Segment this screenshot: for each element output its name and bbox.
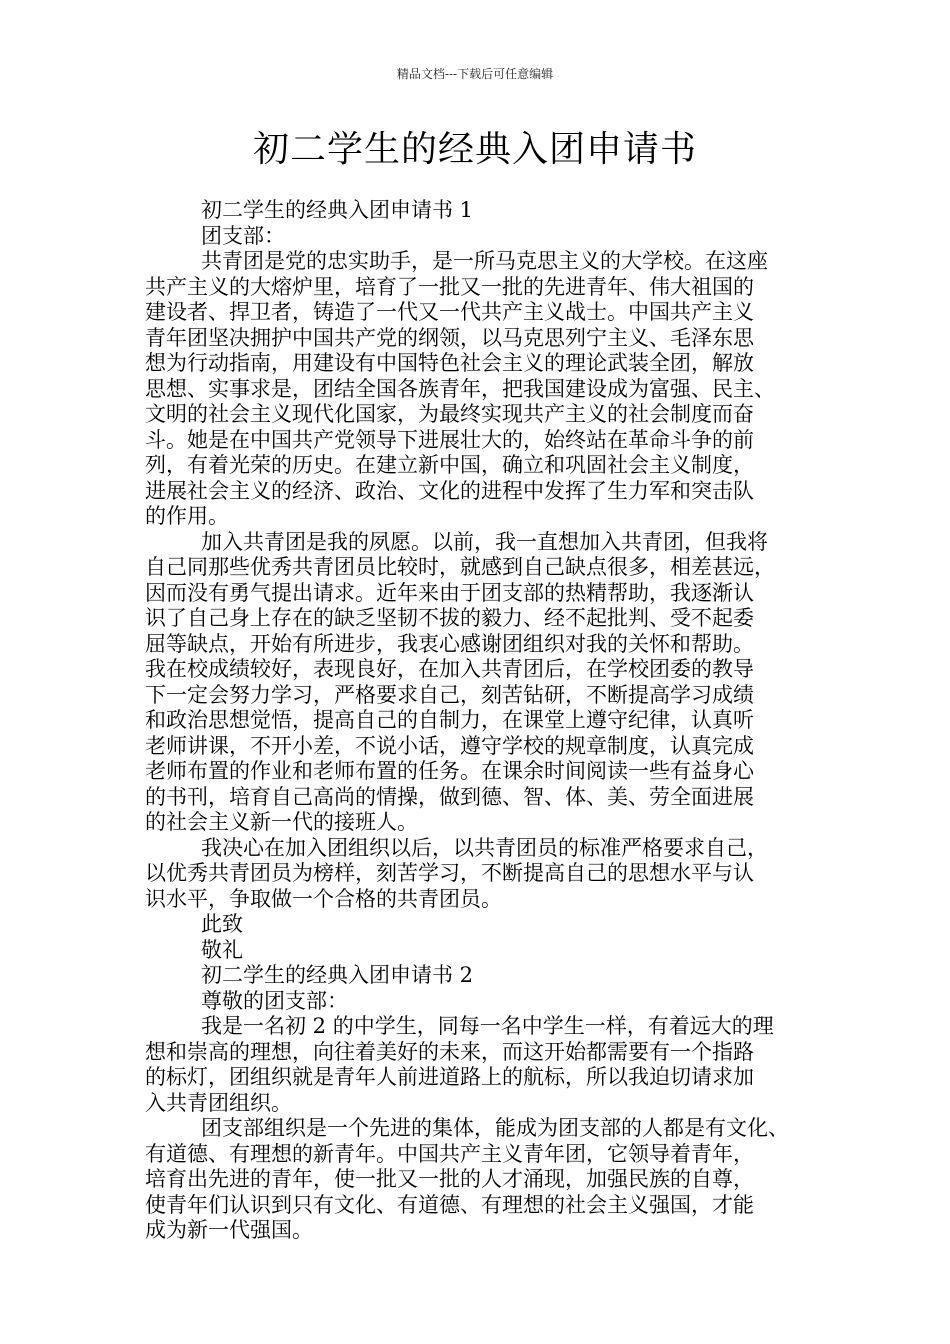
body-line: 有道德、有理想的新青年。中国共产主义青年团，它领导着青年，: [145, 1141, 754, 1166]
document-body: [145, 198, 820, 1244]
body-line: 团支部组织是一个先进的集体，能成为团支部的人都是有文化、: [201, 1116, 789, 1140]
body-line: 初二学生的经典入团申请书 2: [201, 963, 474, 987]
body-line: 斗。她是在中国共产党领导下进展壮大的，始终站在革命斗争的前: [145, 427, 754, 452]
body-line: 的标灯，团组织就是青年人前进道路上的航标，所以我迫切请求加: [145, 1065, 754, 1089]
body-line: 建设者、捍卫者，铸造了一代又一代共产主义战士。中国共产主义: [145, 300, 754, 324]
body-line: 自己同那些优秀共青团员比较时，就感到自己缺点很多，相差甚远，: [145, 555, 775, 579]
document-title: 初二学生的经典入团申请书: [252, 129, 697, 170]
body-line: 的书刊，培育自己高尚的情操，做到德、智、体、美、劳全面进展: [145, 784, 754, 809]
body-line: 想和崇高的理想，向往着美好的未来，而这开始都需要有一个指路: [145, 1039, 754, 1064]
body-line: 老师布置的作业和老师布置的任务。在课余时间阅读一些有益身心: [145, 759, 754, 783]
body-line: 尊敬的团支部：: [201, 988, 348, 1013]
body-line: 的社会主义新一代的接班人。: [145, 810, 418, 834]
body-line: 思想、实事求是，团结全国各族青年，把我国建设成为富强、民主、: [145, 376, 775, 401]
body-line: 列，有着光荣的历史。在建立新中国，确立和巩固社会主义制度，: [145, 453, 754, 477]
body-line: 以优秀共青团员为榜样，刻苦学习，不断提高自己的思想水平与认: [145, 861, 754, 885]
body-line: 此致: [201, 912, 243, 936]
body-line: 和政治思想觉悟，提高自己的自制力，在课堂上遵守纪律，认真听: [145, 708, 754, 732]
body-line: 想为行动指南，用建设有中国特色社会主义的理论武装全团，解放: [145, 351, 754, 375]
body-line: 共青团是党的忠实助手，是一所马克思主义的大学校。在这座: [201, 249, 768, 273]
body-line: 培育出先进的青年，使一批又一批的人才涌现，加强民族的自尊，: [145, 1167, 754, 1191]
body-line: 识了自己身上存在的缺乏坚韧不拔的毅力、经不起批判、受不起委: [145, 606, 754, 630]
body-line: 初二学生的经典入团申请书 1: [201, 198, 474, 222]
body-line: 敬礼: [201, 937, 243, 962]
body-line: 因而没有勇气提出请求。近年来由于团支部的热精帮助，我逐渐认: [145, 580, 754, 605]
body-line: 下一定会努力学习，严格要求自己，刻苦钻研，不断提高学习成绩: [145, 682, 754, 707]
body-line: 加入共青团是我的夙愿。以前，我一直想加入共青团，但我将: [201, 529, 768, 554]
body-line: 青年团坚决拥护中国共产党的纲领，以马克思列宁主义、毛泽东思: [145, 325, 754, 350]
body-line: 我是一名初 2 的中学生，同每一名中学生一样，有着远大的理: [201, 1014, 774, 1038]
body-line: 我决心在加入团组织以后，以共青团员的标准严格要求自己，: [201, 835, 768, 860]
body-line: 文明的社会主义现代化国家，为最终实现共产主义的社会制度而奋: [145, 402, 754, 426]
header-note: 精品文档---下载后可任意编辑: [396, 67, 554, 81]
body-line: 入共青团组织。: [145, 1090, 292, 1115]
body-line: 团支部：: [201, 223, 285, 248]
body-line: 识水平，争取做一个合格的共青团员。: [145, 886, 502, 911]
body-line: 共产主义的大熔炉里，培育了一批又一批的先进青年、伟大祖国的: [145, 274, 754, 299]
body-line: 使青年们认识到只有文化、有道德、有理想的社会主义强国，才能: [145, 1192, 754, 1217]
body-line: 进展社会主义的经济、政治、文化的进程中发挥了生力军和突击队: [145, 478, 754, 503]
body-line: 的作用。: [145, 504, 229, 528]
body-line: 屈等缺点，开始有所进步，我衷心感谢团组织对我的关怀和帮助。: [145, 631, 754, 656]
body-line: 我在校成绩较好，表现良好，在加入共青团后，在学校团委的教导: [145, 657, 754, 681]
body-line: 成为新一代强国。: [145, 1218, 313, 1242]
body-line: 老师讲课，不开小差，不说小话，遵守学校的规章制度，认真完成: [145, 733, 754, 758]
